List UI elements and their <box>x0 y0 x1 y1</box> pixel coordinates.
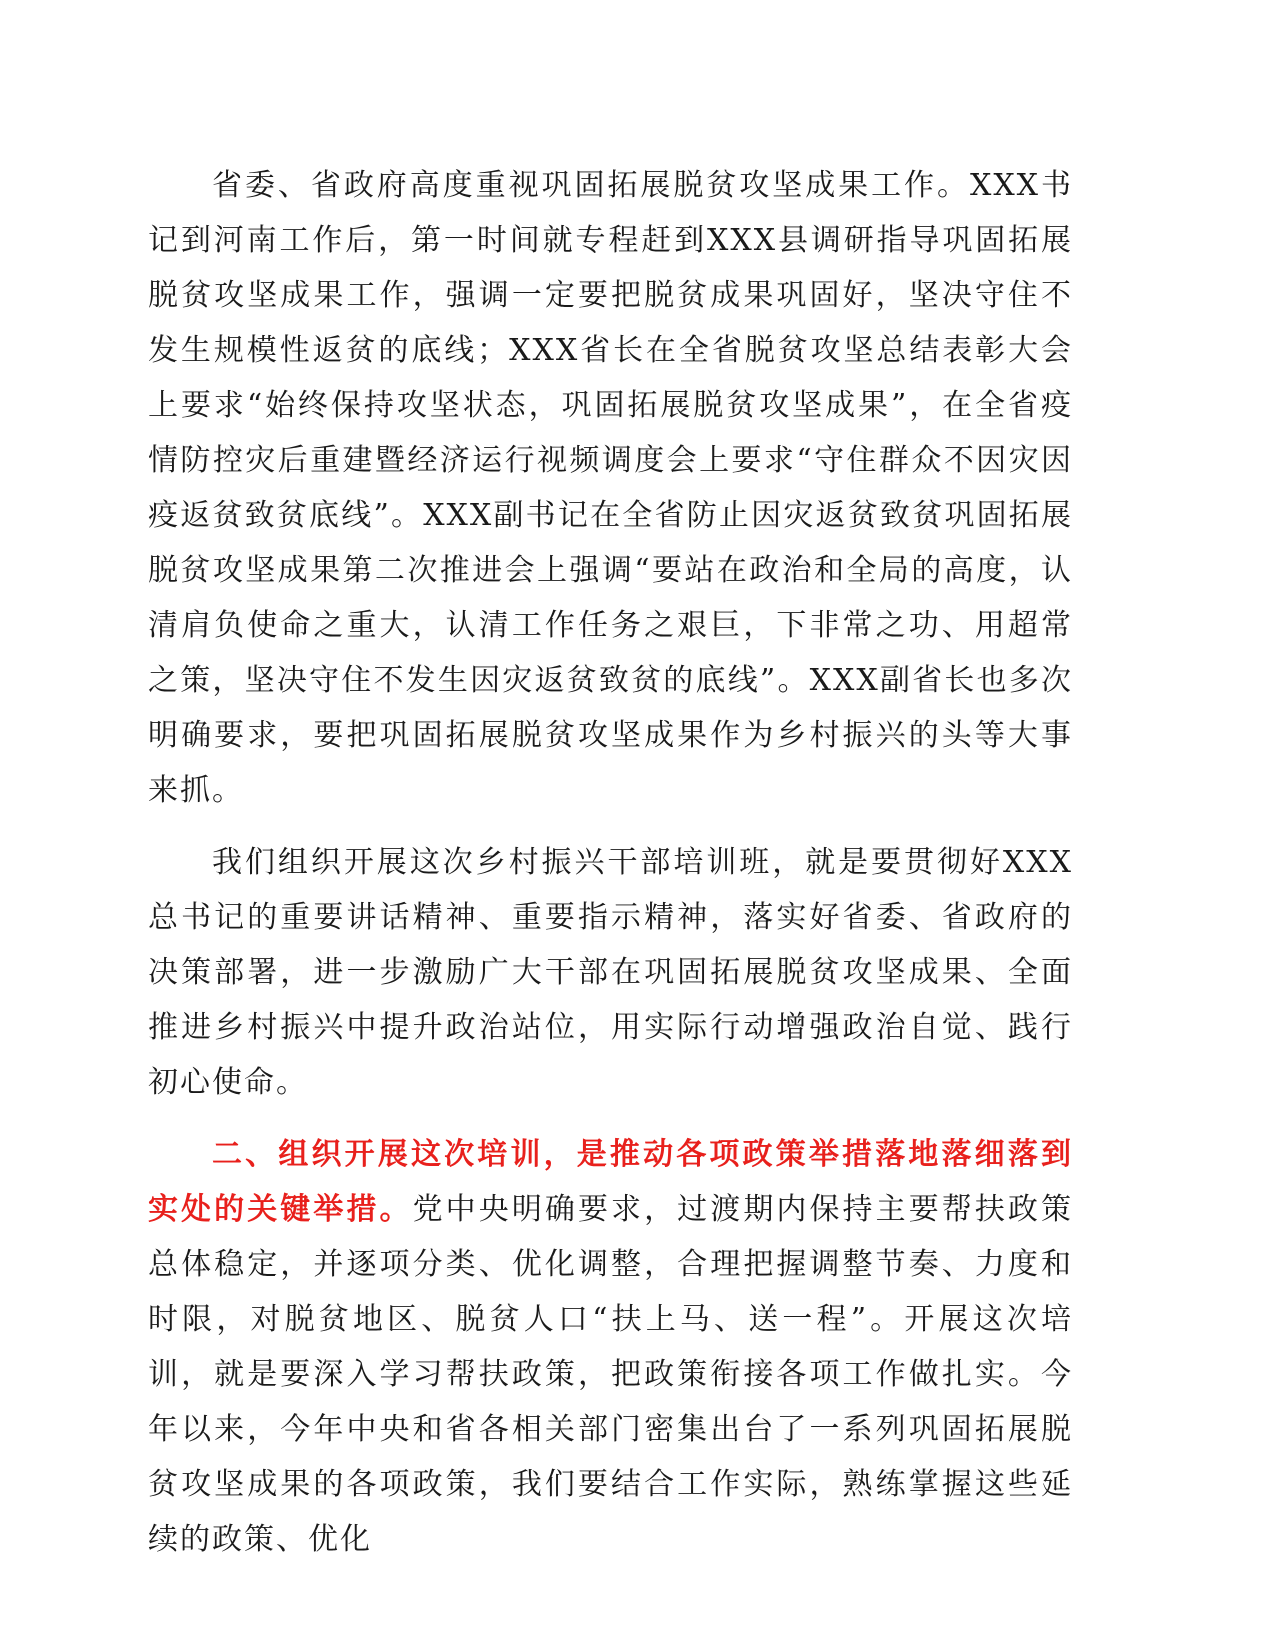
document-body <box>148 158 1073 1567</box>
paragraph-2 <box>148 835 1073 1110</box>
section-heading: 二、组织开展这次培训，是推动各项政策举措落地落细落到实处的关键举措。 <box>148 1137 1073 1227</box>
paragraph-2-text: 我们组织开展这次乡村振兴干部培训班，就是要贯彻好XXX总书记的重要讲话精神、重要指示精神，落实好省委、省政府的决策部署，进一步激励广大干部在巩固拓展脱贫攻坚成果、全面推进乡村振兴中提升政治站位，用实际行动增强政治自觉、践行初心使命。 <box>148 845 1073 1100</box>
paragraph-3 <box>148 1127 1073 1567</box>
paragraph-1-text: 省委、省政府高度重视巩固拓展脱贫攻坚成果工作。XXX书记到河南工作后，第一时间就专程赶到XXX县调研指导巩固拓展脱贫攻坚成果工作，强调一定要把脱贫成果巩固好，坚决守住不发生规模性返贫的底线；XXX省长在全省脱贫攻坚总结表彰大会上要求“始终保持攻坚状态，巩固拓展脱贫攻坚成果”，在全省疫情防控灾后重建暨经济运行视频调度会上要求“守住群众不因灾因疫返贫致贫底线”。XXX副书记在全省防止因灾返贫致贫巩固拓展脱贫攻坚成果第二次推进会上强调“要站在政治和全局的高度，认清肩负使命之重大，认清工作任务之艰巨，下非常之功、用超常之策，坚决守住不发生因灾返贫致贫的底线”。XXX副省长也多次明确要求，要把巩固拓展脱贫攻坚成果作为乡村振兴的头等大事来抓。 <box>148 168 1073 808</box>
paragraph-3-text: 党中央明确要求，过渡期内保持主要帮扶政策总体稳定，并逐项分类、优化调整，合理把握调整节奏、力度和时限，对脱贫地区、脱贫人口“扶上马、送一程”。开展这次培训，就是要深入学习帮扶政策，把政策衔接各项工作做扎实。今年以来，今年中央和省各相关部门密集出台了一系列巩固拓展脱贫攻坚成果的各项政策，我们要结合工作实际，熟练掌握这些延续的政策、优化 <box>148 1192 1074 1557</box>
paragraph-1 <box>148 158 1073 818</box>
